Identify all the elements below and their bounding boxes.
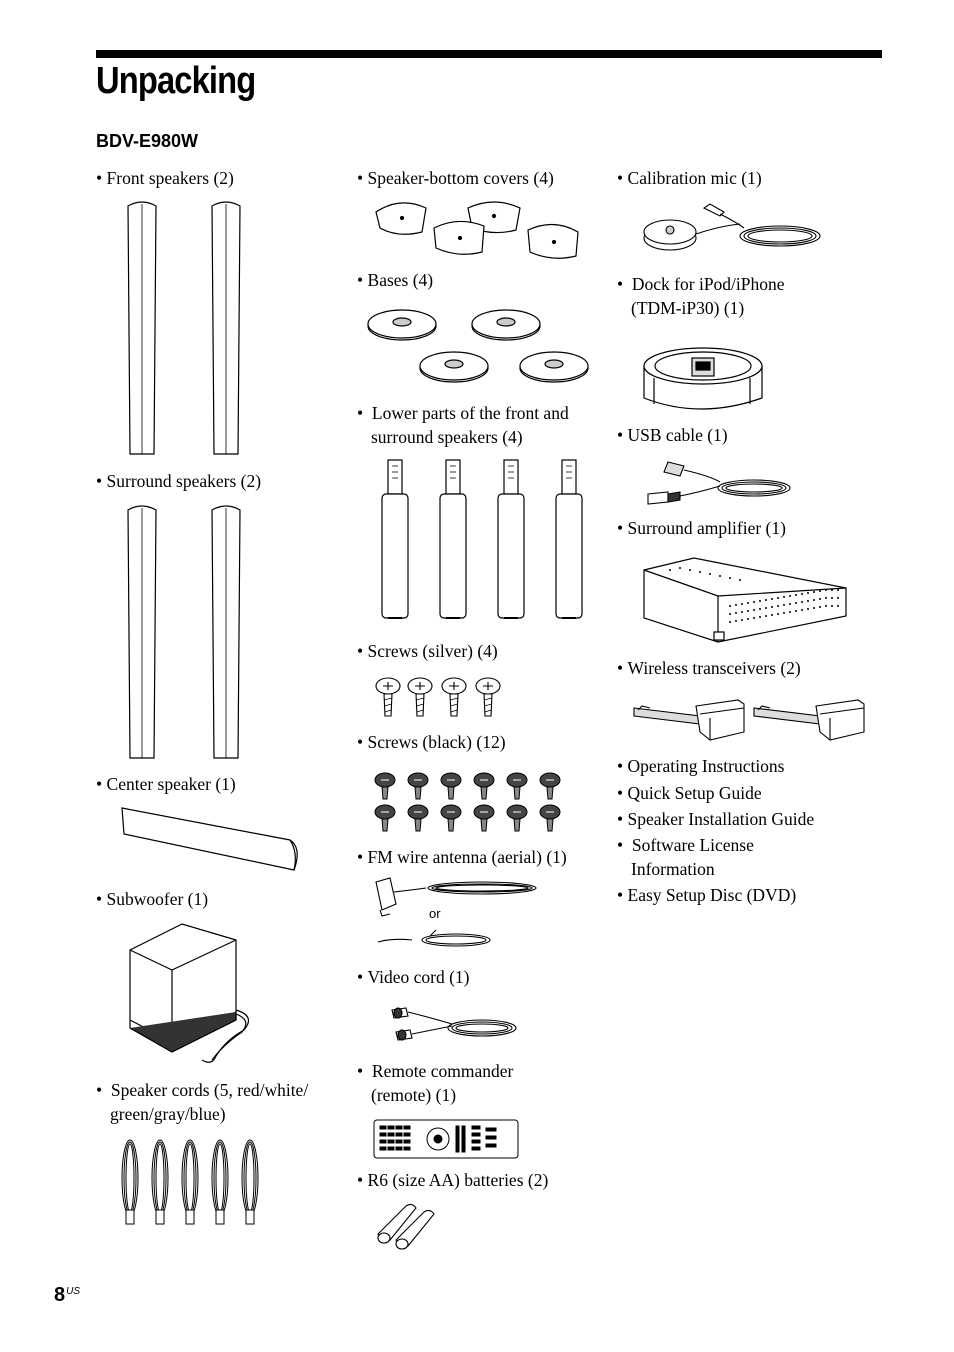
item-bases: • Bases (4) xyxy=(357,268,433,292)
item-subwoofer: • Subwoofer (1) xyxy=(96,887,208,911)
fm-antenna-or-label: or xyxy=(429,906,441,921)
subwoofer-illustration xyxy=(126,920,256,1070)
item-front-speakers: • Front speakers (2) xyxy=(96,166,234,190)
item-calibration-mic: • Calibration mic (1) xyxy=(617,166,762,190)
surround-amplifier-illustration xyxy=(640,556,854,646)
item-dock-line2: (TDM-iP30) (1) xyxy=(631,298,745,318)
item-operating-instructions: • Operating Instructions xyxy=(617,754,785,778)
lower-parts-illustration xyxy=(378,458,592,628)
item-screws-silver: • Screws (silver) (4) xyxy=(357,639,498,663)
item-software-license-line2: Information xyxy=(631,859,715,879)
item-center-speaker: • Center speaker (1) xyxy=(96,772,236,796)
batteries-illustration xyxy=(374,1200,444,1250)
item-software-license: • Software License xyxy=(617,833,754,857)
center-speaker-illustration xyxy=(118,804,303,879)
header-rule xyxy=(96,50,882,58)
item-surround-speakers: • Surround speakers (2) xyxy=(96,469,261,493)
page-title: Unpacking xyxy=(96,60,256,102)
item-remote-line2: (remote) (1) xyxy=(371,1085,457,1105)
item-easy-setup-disc: • Easy Setup Disc (DVD) xyxy=(617,883,796,907)
item-remote: • Remote commander xyxy=(357,1059,513,1083)
front-speakers-illustration xyxy=(120,200,250,460)
bases-illustration xyxy=(366,304,596,390)
usb-cable-illustration xyxy=(640,456,800,512)
dock-illustration xyxy=(640,336,770,420)
item-surround-amplifier: • Surround amplifier (1) xyxy=(617,516,786,540)
wireless-transceivers-illustration xyxy=(630,696,870,746)
page-region-suffix: US xyxy=(66,1286,81,1297)
fm-antenna-illustration xyxy=(372,874,542,958)
item-screws-black: • Screws (black) (12) xyxy=(357,730,506,754)
item-lower-parts-line2: surround speakers (4) xyxy=(371,427,523,447)
screws-silver-illustration xyxy=(374,676,509,722)
item-fm-antenna: • FM wire antenna (aerial) (1) xyxy=(357,845,567,869)
model-heading: BDV-E980W xyxy=(96,131,199,151)
remote-illustration xyxy=(372,1118,522,1162)
item-wireless-transceivers: • Wireless transceivers (2) xyxy=(617,656,801,680)
item-speaker-bottom-covers: • Speaker-bottom covers (4) xyxy=(357,166,554,190)
item-speaker-installation-guide: • Speaker Installation Guide xyxy=(617,807,814,831)
speaker-bottom-covers-illustration xyxy=(370,198,590,264)
screws-black-illustration xyxy=(374,772,574,836)
calibration-mic-illustration xyxy=(640,198,824,258)
item-usb-cable: • USB cable (1) xyxy=(617,423,728,447)
item-speaker-cords-line2: green/gray/blue) xyxy=(110,1104,226,1124)
item-lower-parts: • Lower parts of the front and xyxy=(357,401,569,425)
item-quick-setup-guide: • Quick Setup Guide xyxy=(617,781,762,805)
item-dock: • Dock for iPod/iPhone xyxy=(617,272,785,296)
item-batteries: • R6 (size AA) batteries (2) xyxy=(357,1168,548,1192)
surround-speakers-illustration xyxy=(120,504,250,764)
video-cord-illustration xyxy=(372,1000,522,1056)
item-video-cord: • Video cord (1) xyxy=(357,965,469,989)
page-number: $8^{US}$ xyxy=(54,1284,81,1306)
item-speaker-cords: • Speaker cords (5, red/white/ xyxy=(96,1078,308,1102)
speaker-cords-illustration xyxy=(118,1138,268,1234)
